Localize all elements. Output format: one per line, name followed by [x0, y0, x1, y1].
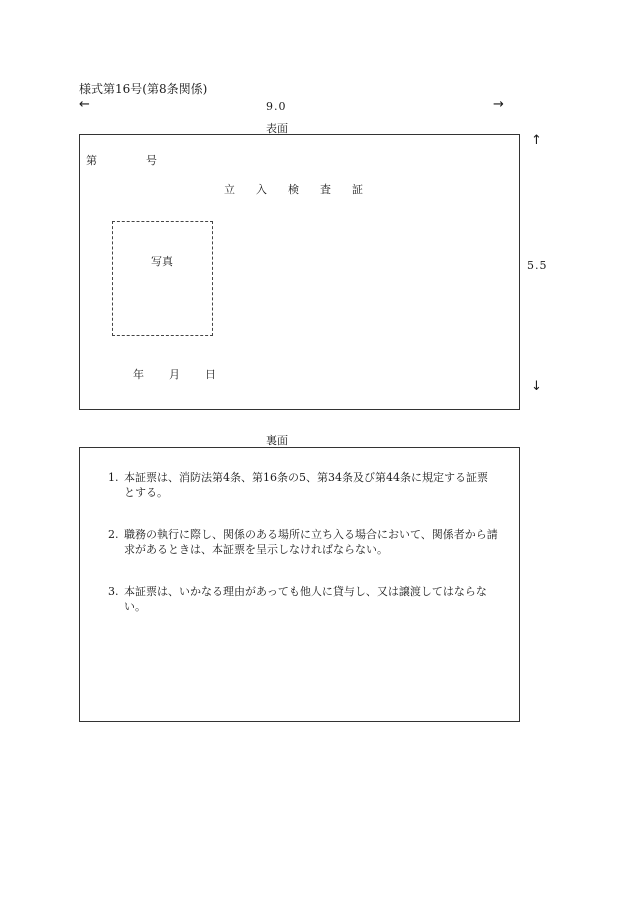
certificate-title: 立入検査証	[224, 183, 384, 196]
form-title: 様式第16号(第8条関係)	[79, 82, 208, 96]
date-year-label: 年	[133, 368, 144, 381]
list-item	[108, 527, 498, 557]
note-number: 1.	[108, 471, 119, 484]
note-number: 3.	[108, 585, 119, 598]
width-arrow-right-icon: →	[493, 97, 504, 112]
front-side-label: 表面	[266, 122, 288, 135]
note-text: 職務の執行に際し、関係のある場所に立ち入る場合において、関係者から請求があるときは、本証票を呈示しなければならない。	[124, 528, 498, 556]
date-day-label: 日	[205, 368, 216, 381]
certificate-front-card	[79, 134, 520, 410]
certificate-back-card	[79, 447, 520, 722]
number-prefix: 第	[86, 154, 97, 167]
width-dimension: 9.0	[266, 100, 287, 113]
notes-list	[108, 470, 498, 641]
note-text: 本証票は、いかなる理由があっても他人に貸与し、又は譲渡してはならない。	[124, 585, 487, 613]
photo-placeholder	[112, 221, 213, 336]
height-arrow-down-icon: ↓	[531, 379, 542, 394]
list-item	[108, 470, 498, 500]
note-number: 2.	[108, 528, 119, 541]
note-text: 本証票は、消防法第4条、第16条の5、第34条及び第44条に規定する証票とする。	[124, 471, 488, 499]
photo-label: 写真	[151, 255, 173, 268]
number-suffix: 号	[146, 154, 157, 167]
width-arrow-left-icon: ←	[79, 97, 90, 112]
height-dimension: 5.5	[527, 259, 548, 272]
date-month-label: 月	[169, 368, 180, 381]
list-item	[108, 584, 498, 614]
height-arrow-up-icon: ↑	[531, 133, 542, 148]
back-side-label: 裏面	[266, 434, 288, 447]
